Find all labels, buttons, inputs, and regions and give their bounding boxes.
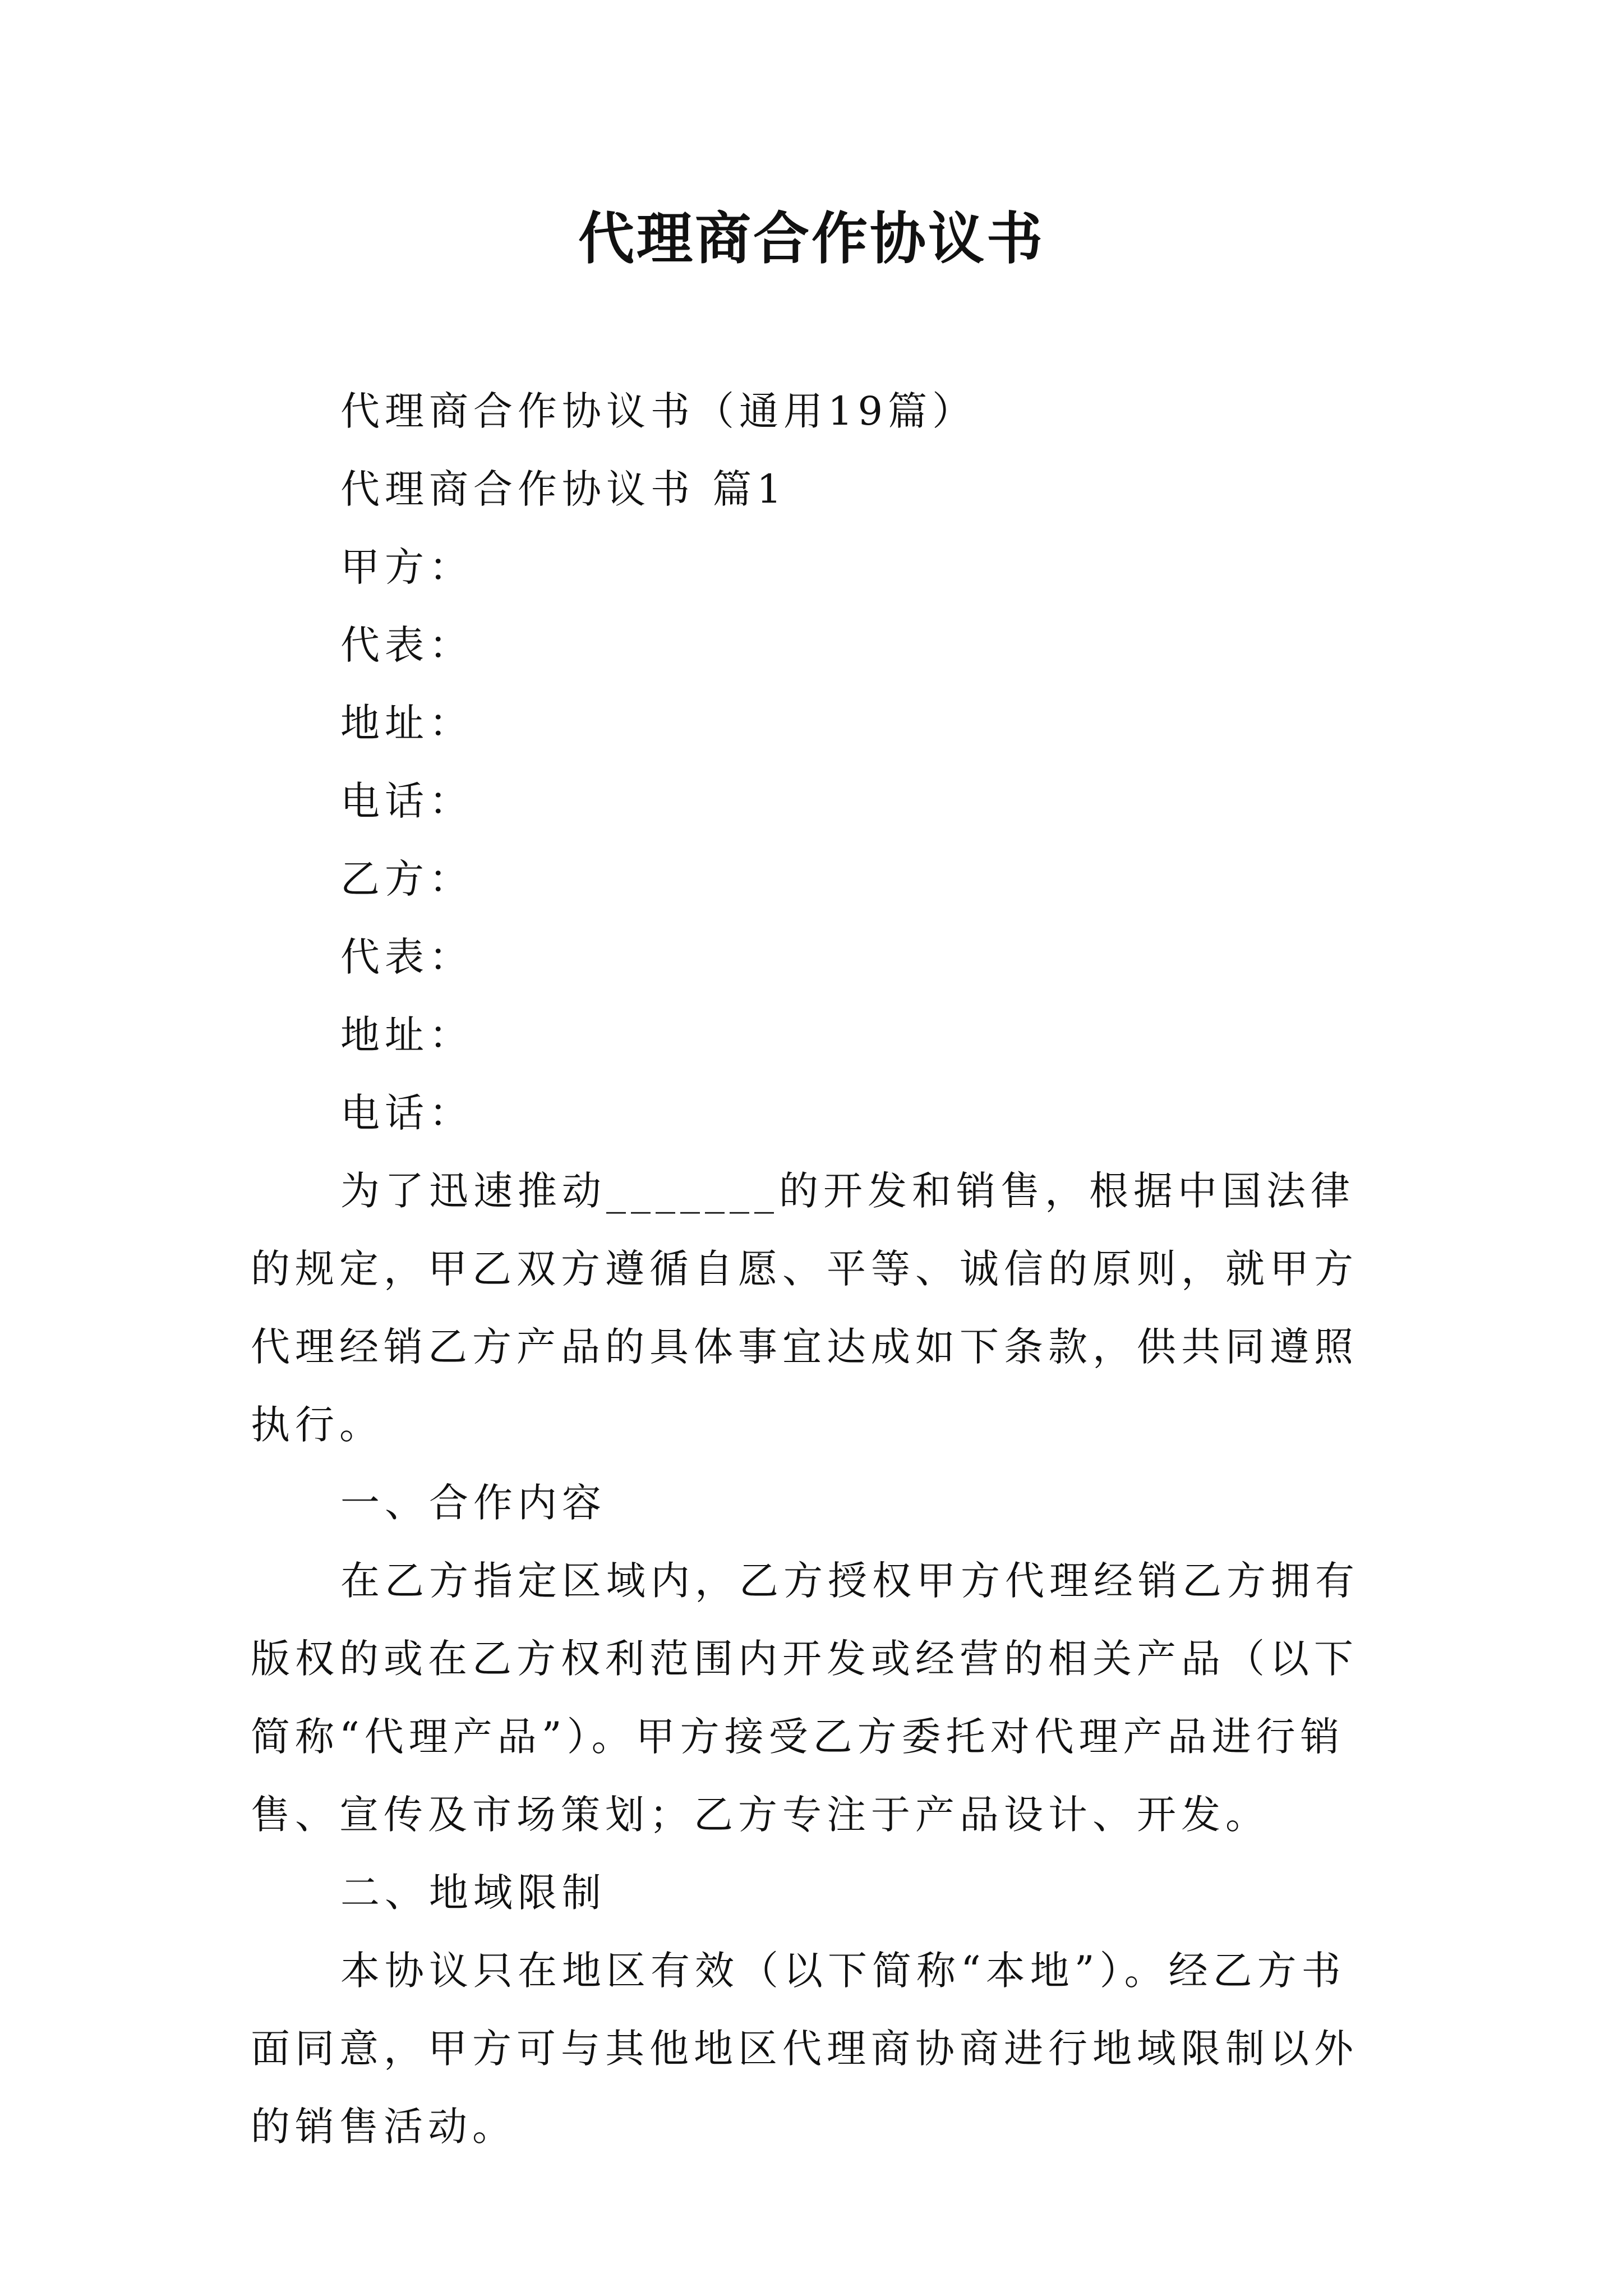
document-title: 代理商合作协议书 xyxy=(578,205,1045,272)
party-b-address: 地址： xyxy=(340,1012,473,1058)
clause-territory-text: 本协议只在地区有效（以下简称“本地”）。经乙方书面同意，甲方可与其他地区代理商协商进行地域限制以外的销售活动。 xyxy=(251,1948,1358,2150)
clause-heading-territory: 二、地域限制 xyxy=(340,1870,606,1916)
party-a-phone: 电话： xyxy=(340,778,473,824)
party-b-representative: 代表： xyxy=(340,934,473,980)
document-subtitle: 代理商合作协议书（通用19篇） xyxy=(340,388,977,434)
party-b-label: 乙方： xyxy=(340,856,473,902)
party-a-representative: 代表： xyxy=(340,622,473,668)
clause-heading-cooperation: 一、合作内容 xyxy=(340,1480,606,1526)
party-b-phone: 电话： xyxy=(340,1090,473,1136)
section-heading-part1: 代理商合作协议书 篇1 xyxy=(340,466,787,512)
intro-paragraph: 为了迅速推动_______的开发和销售，根据中国法律的规定，甲乙双方遵循自愿、平等、诚信的原则，就甲方代理经销乙方产品的具体事宜达成如下条款，供共同遵照执行。 xyxy=(251,1168,1358,1448)
party-a-label: 甲方： xyxy=(340,544,473,590)
document-body xyxy=(251,372,1389,2166)
party-a-address: 地址： xyxy=(340,700,473,746)
clause-cooperation-text: 在乙方指定区域内，乙方授权甲方代理经销乙方拥有版权的或在乙方权利范围内开发或经营的相关产品（以下简称“代理产品”）。甲方接受乙方委托对代理产品进行销售、宣传及市场策划；乙方专注于产品设计、开发。 xyxy=(251,1558,1359,1838)
